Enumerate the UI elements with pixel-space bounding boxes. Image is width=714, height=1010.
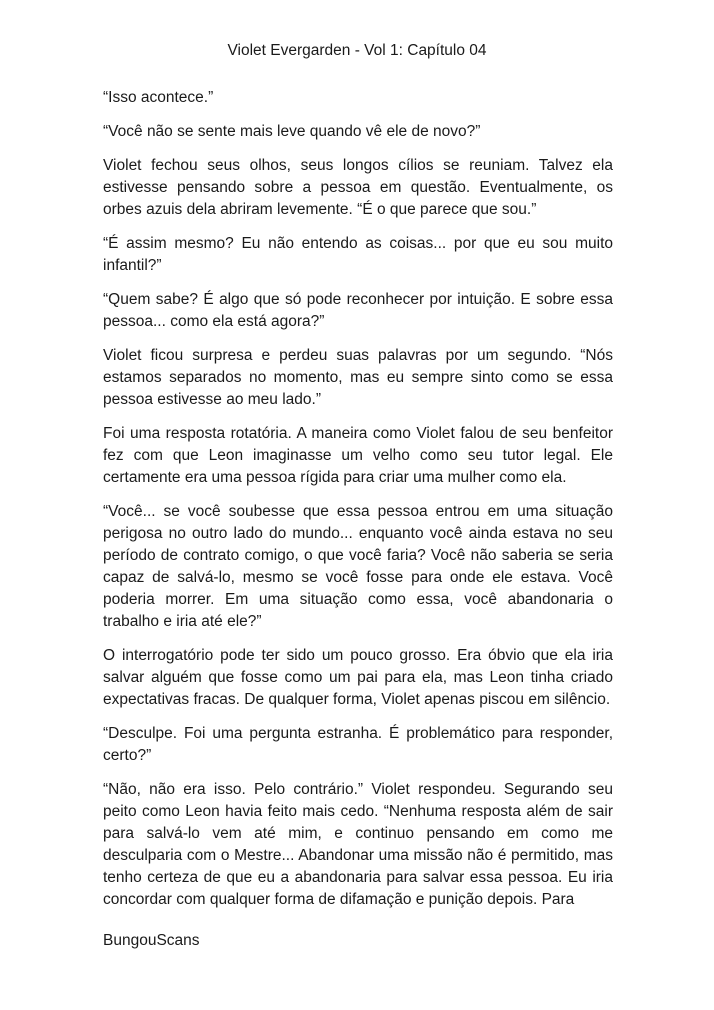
chapter-title: Violet Evergarden - Vol 1: Capítulo 04 [227, 42, 487, 59]
paragraph: Foi uma resposta rotatória. A maneira como Violet falou de seu benfeitor fez com que Leon imaginasse um velho como seu tutor legal. Ele certamente era uma pessoa rígida para criar uma mulher como ela. [103, 425, 613, 486]
paragraph: “Você... se você soubesse que essa pessoa entrou em uma situação perigosa no outro lado do mundo... enquanto você ainda estava no seu período de contrato comigo, o que você faria? Você não saberia se seria capaz de salvá-lo, mesmo se você fosse para onde ele estava. Você poderia morrer. Em uma situação como essa, você abandonaria o trabalho e iria até ele?” [103, 503, 613, 630]
page-footer [103, 931, 200, 951]
page-header [0, 41, 714, 61]
paragraph: “Isso acontece.” [103, 89, 214, 106]
paragraph: “Não, não era isso. Pelo contrário.” Violet respondeu. Segurando seu peito como Leon havia feito mais cedo. “Nenhuma resposta além de sair para salvá-lo vem até mim, e continuo pensando em como me desculparia com o Mestre... Abandonar uma missão não é permitido, mas tenho certeza de que eu a abandonaria para salvar essa pessoa. Eu iria concordar com qualquer forma de difamação e punição depois. Para [103, 781, 613, 908]
paragraph: O interrogatório pode ter sido um pouco grosso. Era óbvio que ela iria salvar alguém que fosse como um pai para ela, mas Leon tinha criado expectativas fracas. De qualquer forma, Violet apenas piscou em silêncio. [103, 647, 613, 708]
paragraph: “É assim mesmo? Eu não entendo as coisas... por que eu sou muito infantil?” [103, 235, 613, 274]
paragraph: “Quem sabe? É algo que só pode reconhecer por intuição. E sobre essa pessoa... como ela está agora?” [103, 291, 613, 330]
scanlation-credit: BungouScans [103, 932, 200, 949]
text-body [103, 87, 613, 923]
paragraph: Violet fechou seus olhos, seus longos cílios se reuniam. Talvez ela estivesse pensando sobre a pessoa em questão. Eventualmente, os orbes azuis dela abriram levemente. “É o que parece que sou.” [103, 157, 613, 218]
paragraph: “Você não se sente mais leve quando vê ele de novo?” [103, 123, 481, 140]
paragraph: Violet ficou surpresa e perdeu suas palavras por um segundo. “Nós estamos separados no momento, mas eu sempre sinto como se essa pessoa estivesse ao meu lado.” [103, 347, 613, 408]
paragraph: “Desculpe. Foi uma pergunta estranha. É problemático para responder, certo?” [103, 725, 613, 764]
